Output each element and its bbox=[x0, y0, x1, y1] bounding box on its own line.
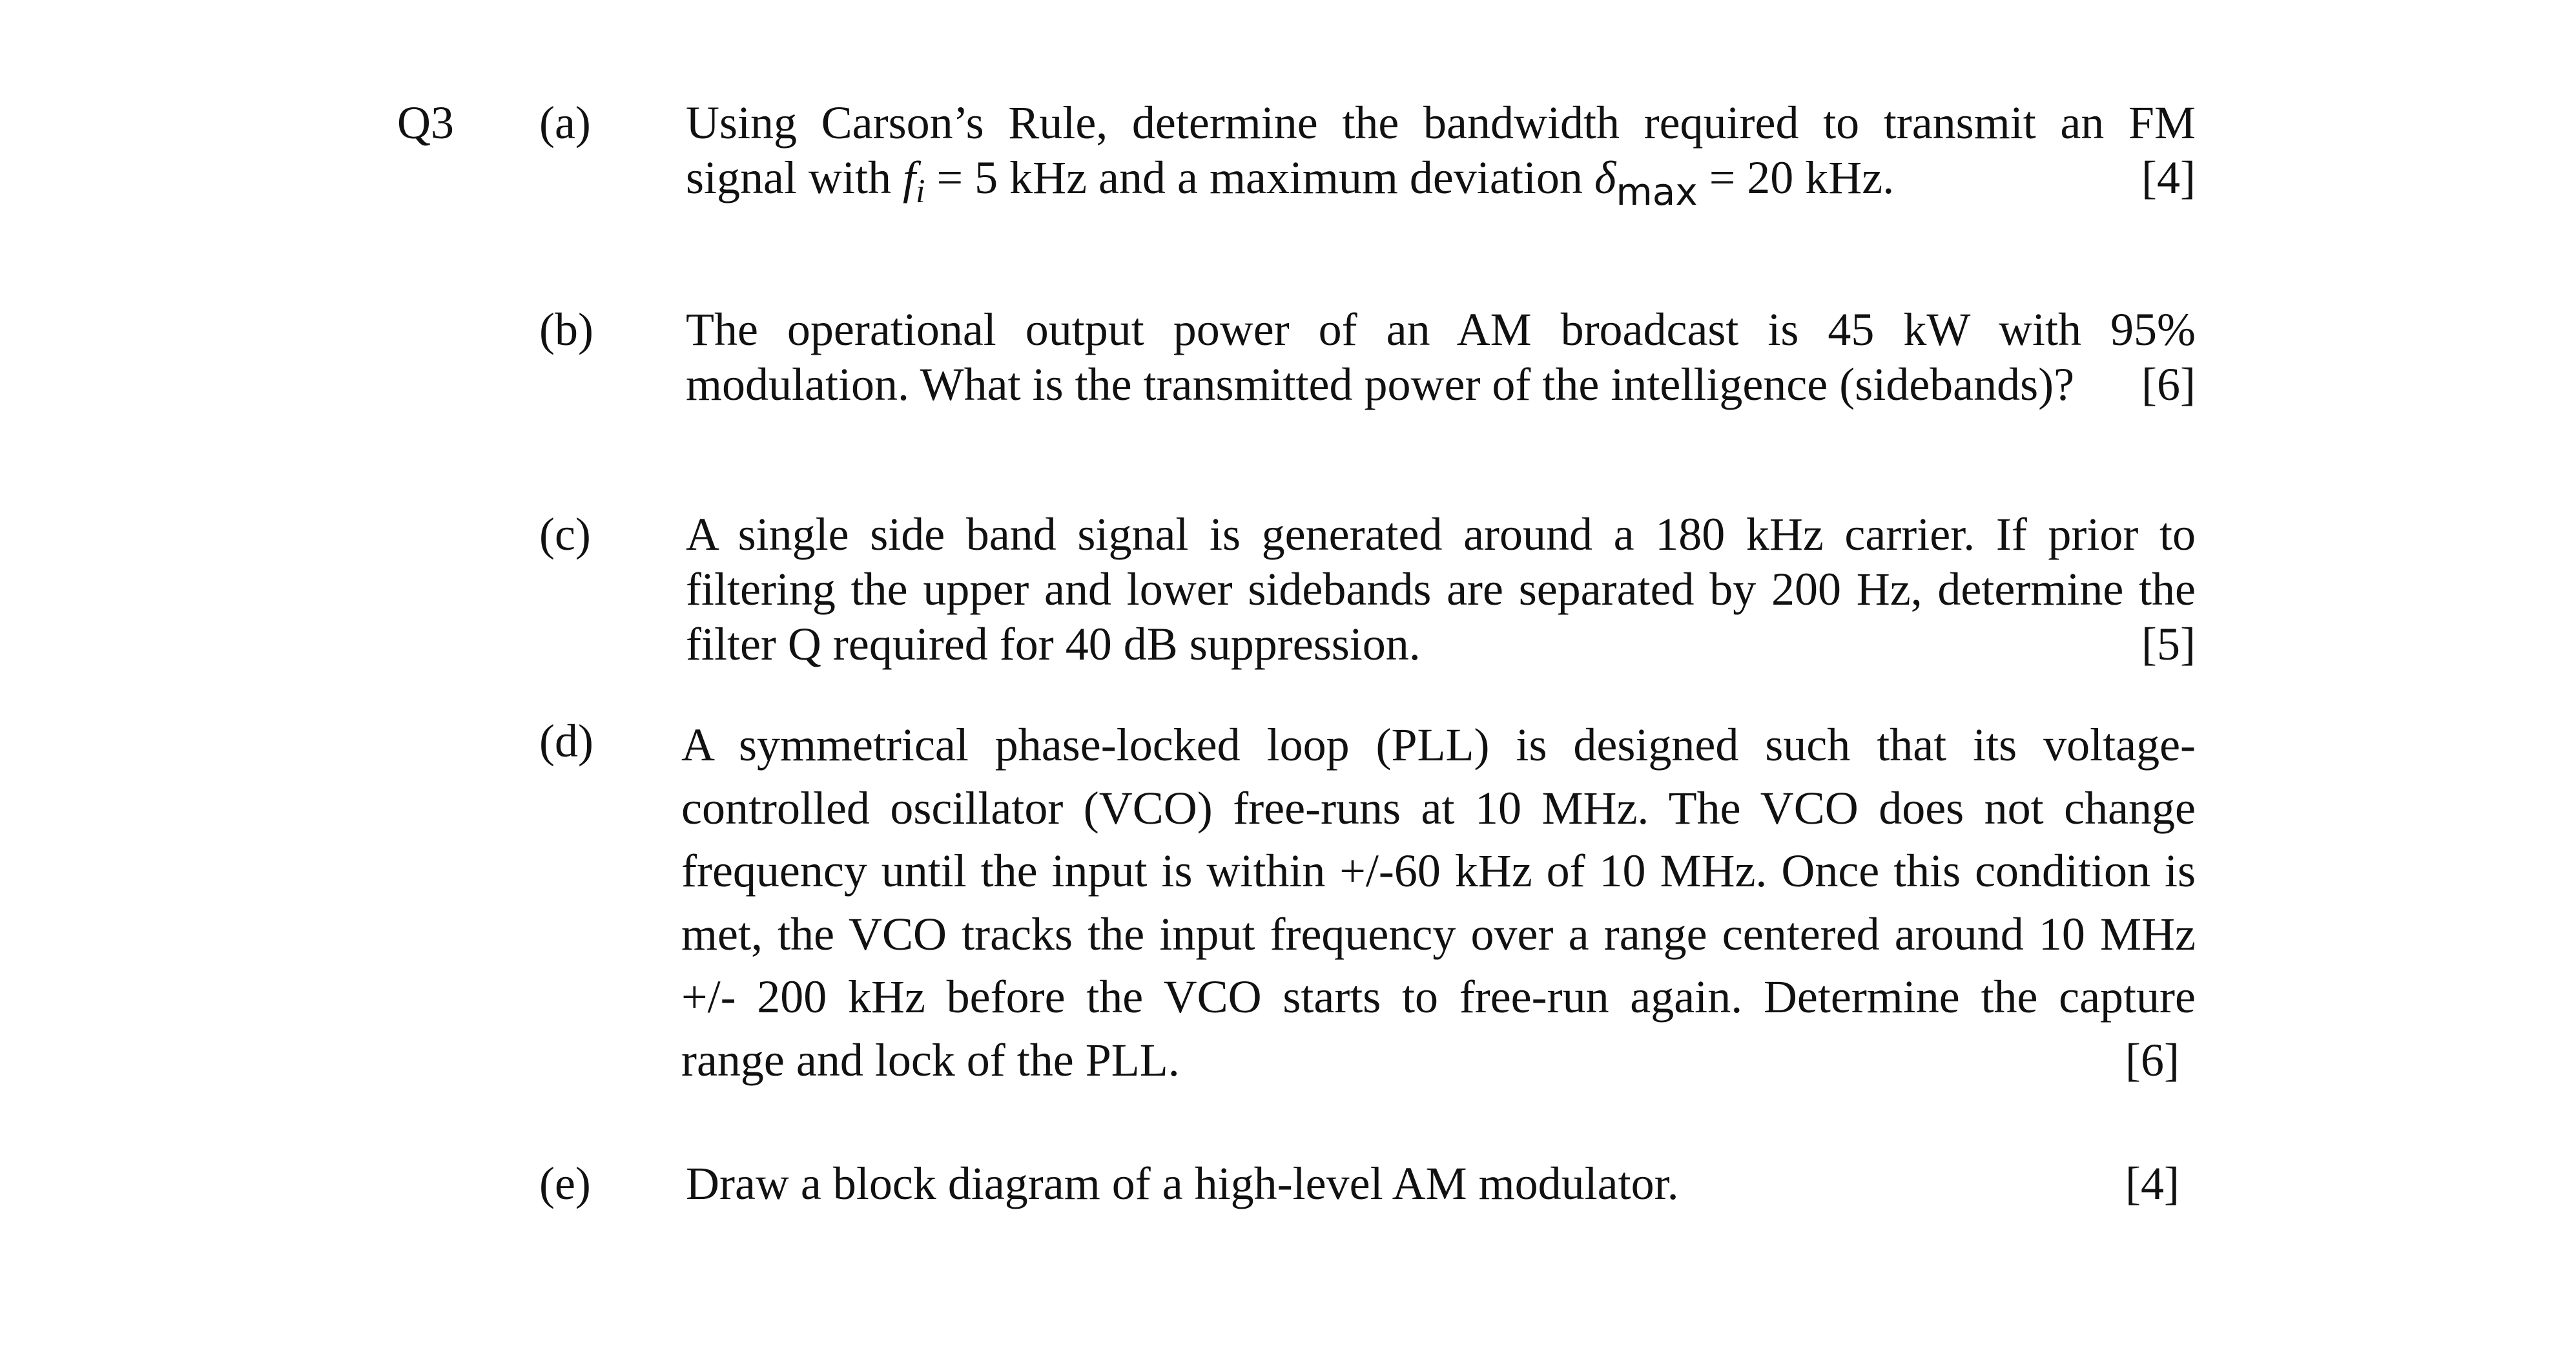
part-a-text-before-f: signal with bbox=[686, 152, 903, 203]
part-d-line-3: frequency until the input is within +/-60 kHz of 10 MHz. Once this condition is bbox=[681, 845, 2196, 897]
part-b-line-2 bbox=[686, 357, 2196, 412]
part-d-line-1: A symmetrical phase-locked loop (PLL) is designed such that its voltage- bbox=[681, 719, 2196, 771]
part-d-line-2: controlled oscillator (VCO) free-runs at 10 MHz. The VCO does not change bbox=[681, 782, 2196, 834]
part-c-text bbox=[686, 507, 2196, 672]
part-a-text bbox=[686, 96, 2196, 220]
part-c-line-3-text: filter Q required for 40 dB suppression. bbox=[686, 618, 1421, 670]
part-e-marks: [4] bbox=[2125, 1158, 2179, 1209]
question-number: Q3 bbox=[397, 97, 454, 149]
part-c-line-3 bbox=[686, 617, 2196, 672]
part-a-line-2 bbox=[686, 151, 2196, 220]
part-c-line-2: filtering the upper and lower sidebands are separated by 200 Hz, determine the bbox=[686, 563, 2196, 615]
part-e-label: (e) bbox=[539, 1158, 591, 1209]
symbol-f: f bbox=[903, 152, 916, 203]
part-a-text-after: = 20 kHz. bbox=[1697, 152, 1895, 203]
part-a-label: (a) bbox=[539, 97, 591, 149]
part-a-text-mid: = 5 kHz and a maximum deviation bbox=[925, 152, 1594, 203]
part-b-marks: [6] bbox=[2141, 359, 2196, 410]
part-e-line-1 bbox=[686, 1156, 2196, 1211]
part-e-text bbox=[686, 1156, 2196, 1211]
part-e-line-1-text: Draw a block diagram of a high-level AM modulator. bbox=[686, 1158, 1679, 1209]
symbol-delta-subscript: max bbox=[1616, 170, 1698, 214]
part-d-line-5: +/- 200 kHz before the VCO starts to free-run again. Determine the capture bbox=[681, 971, 2196, 1023]
part-b-label: (b) bbox=[539, 304, 593, 355]
part-d-line-6-text: range and lock of the PLL. bbox=[681, 1034, 1180, 1086]
part-b-text bbox=[686, 302, 2196, 412]
part-c-label: (c) bbox=[539, 508, 591, 560]
part-b-line-2-text: modulation. What is the transmitted power of the intelligence (sidebands)? bbox=[686, 359, 2075, 410]
part-d-text bbox=[681, 714, 2196, 1092]
symbol-f-subscript: i bbox=[916, 173, 925, 210]
part-d-line-4: met, the VCO tracks the input frequency over a range centered around 10 MHz bbox=[681, 908, 2196, 960]
part-c-marks: [5] bbox=[2141, 618, 2196, 670]
part-a-line-1: Using Carson’s Rule, determine the bandwidth required to transmit an FM bbox=[686, 97, 2196, 149]
part-b-line-1: The operational output power of an AM broadcast is 45 kW with 95% bbox=[686, 304, 2196, 355]
part-d-line-6 bbox=[681, 1029, 2196, 1092]
symbol-delta: δ bbox=[1594, 152, 1616, 203]
part-d-label: (d) bbox=[539, 715, 593, 767]
part-c-line-1: A single side band signal is generated around a 180 kHz carrier. If prior to bbox=[686, 508, 2196, 560]
part-d-marks: [6] bbox=[2125, 1034, 2179, 1086]
part-a-marks: [4] bbox=[2141, 152, 2196, 203]
